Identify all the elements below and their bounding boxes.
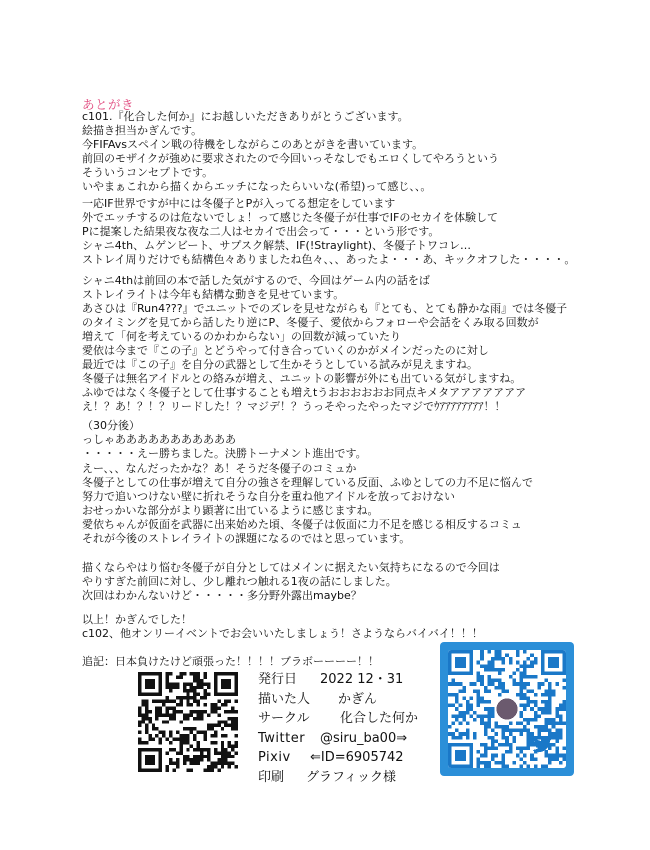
paragraph-straylight: [82, 274, 602, 414]
paragraph-greeting: [82, 110, 602, 194]
text-line: あさひは『Run4???』でユニットでのズレを見せながらも『とても、とても静かな雨』では冬優子: [82, 302, 568, 315]
text-line: c102、他オンリーイベントでお会いいたしましょう！さようならバイバイ！！！: [82, 627, 483, 640]
text-line: ストレイライトは今年も結構な動きを見せています。: [82, 288, 345, 301]
text-line: 一応IF世界ですが中には冬優子とPが入ってる想定をしています: [82, 197, 396, 210]
text-line: 冬優子は無名アイドルとの絡みが増え、ユニットの影響が外にも出ている気がしますね。: [82, 372, 522, 385]
print-label: 印刷: [258, 769, 285, 785]
text-line: シャニ4thは前回の本で話した気がするので、今回はゲーム内の話をば: [82, 274, 430, 287]
text-line: っしゃあああああああああああ: [82, 433, 236, 446]
text-line: それが今後のストレイライトの課題になるのではと思っています。: [82, 532, 411, 545]
afterword-heading: あとがき: [82, 97, 135, 112]
twitter-qr-code: [448, 650, 566, 768]
circle-label: サークル: [258, 711, 310, 726]
print-value: グラフィック様: [306, 769, 396, 785]
paragraph-commu: [82, 462, 602, 546]
colophon: [258, 670, 418, 787]
circle-value: 化合した何か: [340, 711, 419, 726]
text-line: 前回のモザイクが強めに要求されたので今回いっそなしでもエロくしてやろうという: [82, 152, 500, 165]
text-line: シャニ4th、ムゲンビート、サプスク解禁、IF(!Straylight)、冬優子トワコレ…: [82, 239, 471, 252]
twitter-label: Twitter: [258, 730, 306, 746]
text-line: そういうコンセプトです。: [82, 166, 214, 179]
text-line: 今FIFAvsスペイン戦の待機をしながらこのあとがきを書いています。: [82, 138, 424, 151]
author-label: 描いた人: [258, 691, 311, 707]
text-line: 最近では『この子』を自分の武器として生かそうとしている試みが見えますね。: [82, 358, 478, 371]
text-line: やりすぎた前回に対し、少し離れつ触れる1夜の話にしました。: [82, 575, 397, 588]
text-line: c101.『化合した何か』にお越しいただきありがとうございます。: [82, 110, 409, 123]
colophon-row-circle: [258, 709, 418, 729]
text-line: 冬優子としての仕事が増えて自分の強さを理解している反面、ふゆとしての力不足に悩んで: [82, 476, 533, 489]
text-line: いやまぁこれから描くからエッチになったらいいな(希望)って感じ、、。: [82, 180, 432, 193]
text-line: のタイミングを見てから話したり逆にP、冬優子、愛依からフォローや会話をくみ取る回数が: [82, 316, 539, 329]
text-line: おせっかいな部分がより顕著に出ているように感じますね。: [82, 504, 379, 517]
colophon-row-author: [258, 690, 418, 710]
text-line: え！？あ！？！？リードした！？マジデ！？うっそやったやったマジでｳｱｱｱｱｱｱｱｱ！！: [82, 400, 506, 413]
text-line: 以上！かぎんでした！: [82, 613, 192, 626]
pixiv-value: ⇐ID=6905742: [310, 750, 404, 765]
colophon-row-date: [258, 670, 418, 690]
text-line: 描くならやはり悩む冬優子が自分としてはメインに据えたい気持ちになるので今回は: [82, 561, 500, 574]
pixiv-qr-code: [138, 672, 238, 772]
avatar-icon: [496, 698, 519, 721]
text-line: 絵描き担当かぎんです。: [82, 124, 203, 137]
colophon-row-twitter: [258, 729, 418, 749]
paragraph-30min-later: [82, 419, 602, 461]
author-value: かぎん: [338, 691, 378, 707]
text-line: 次回はわかんないけど・・・・・多分野外露出maybe？: [82, 589, 362, 602]
text-line: Pに提案した結果夜な夜な二人はセカイで出会って・・・という形です。: [82, 225, 440, 238]
date-value: 2022 12・31: [320, 672, 404, 687]
colophon-row-print: [258, 768, 418, 788]
twitter-qr-card: [440, 642, 574, 776]
date-label: 発行日: [258, 672, 298, 687]
text-line: 外でエッチするのは危ないでしょ！って感じた冬優子が仕事でIFのセカイを体験して: [82, 211, 499, 224]
text-line: ふゆではなく冬優子として仕事することも増えtうおおおおおお同点キメタアアアアアアア: [82, 386, 527, 399]
pixiv-label: Pixiv: [258, 750, 291, 765]
text-line: （30分後）: [82, 419, 140, 432]
twitter-value: @siru_ba00⇒: [320, 730, 408, 746]
text-line: ・・・・・えー勝ちました。決勝トーナメント進出です。: [82, 447, 367, 460]
text-line: えー、、、なんだったかな？あ！そうだ冬優子のコミュか: [82, 462, 357, 475]
text-line: 追記：日本負けたけど頑張った！！！！ブラボーーーー！！: [82, 655, 379, 668]
qr-code-graphic: [138, 672, 238, 772]
text-line: 愛依ちゃんが仮面を武器に出来始めた頃、冬優子は仮面に力不足を感じる相反するコミュ: [82, 518, 522, 531]
text-line: 愛依は今まで『この子』とどうやって付き合っていくのかがメインだったのに対し: [82, 344, 489, 357]
text-line: 努力で追いつけない壁に折れそうな自分を重ね他アイドルを放っておけない: [82, 490, 456, 503]
paragraph-next: [82, 561, 602, 603]
colophon-row-pixiv: [258, 748, 418, 768]
text-line: ストレイ周りだけでも結構色々ありましたね色々、、、あったよ・・・あ、キックオフした・・・・。: [82, 253, 576, 266]
paragraph-setting: [82, 197, 602, 267]
text-line: 増えて「何を考えているのかわからない」の回数が減っていたり: [82, 330, 401, 343]
qr-code-graphic: [448, 650, 566, 768]
paragraph-closing: [82, 613, 602, 641]
